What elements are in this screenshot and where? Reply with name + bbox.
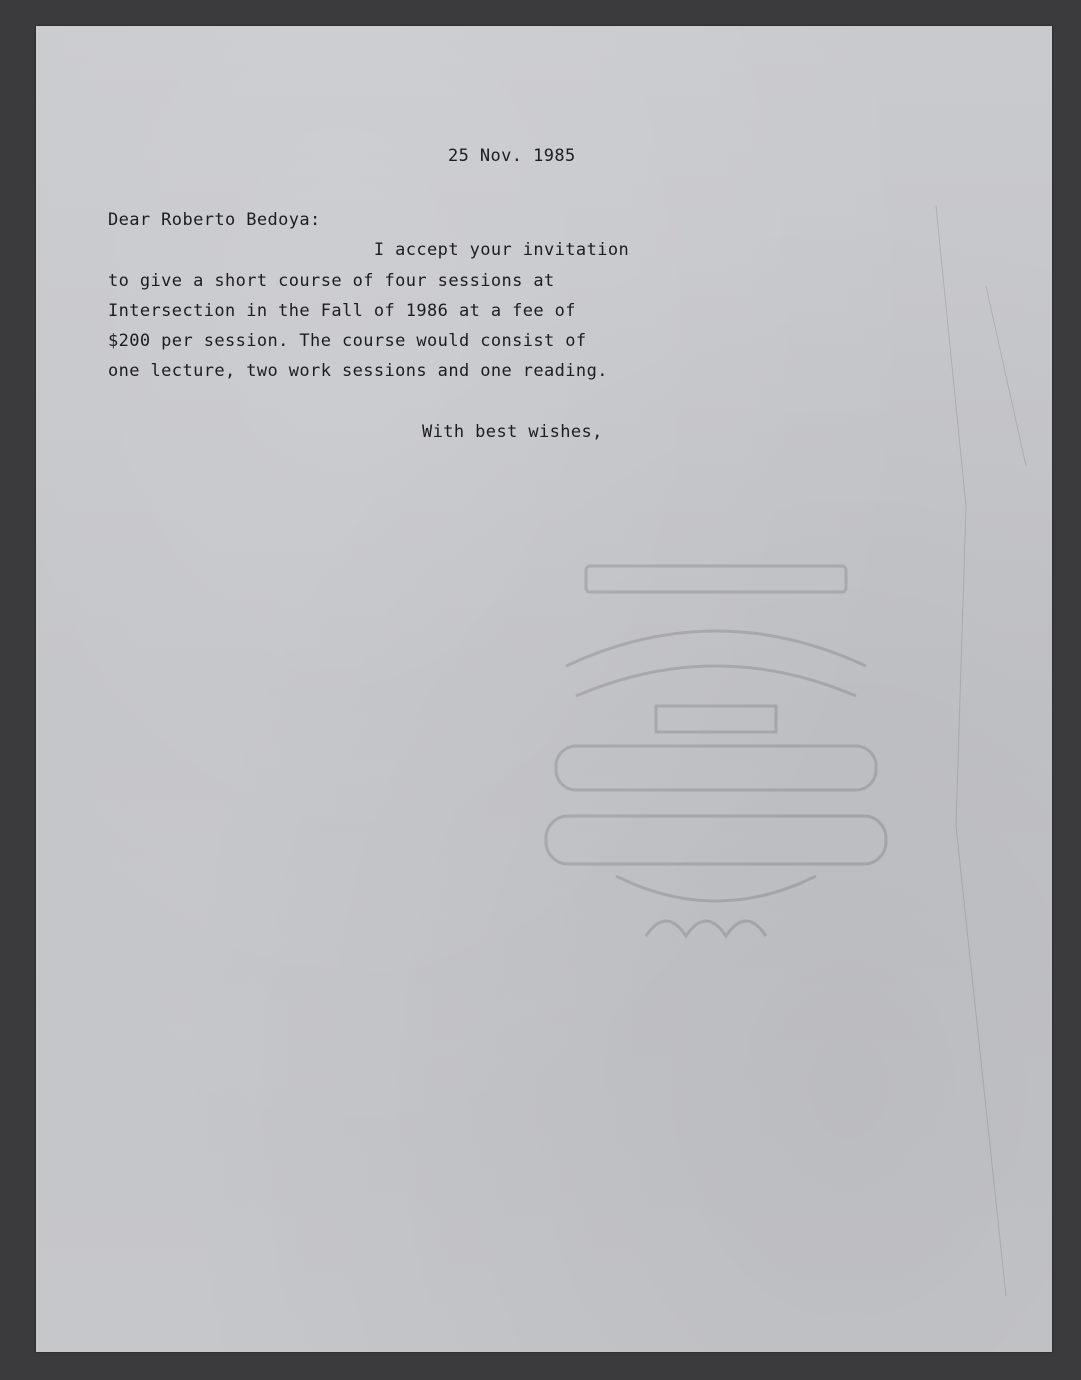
letter-date: 25 Nov. 1985 <box>448 146 576 166</box>
body-line-2: to give a short course of four sessions at <box>108 271 555 291</box>
body-line-1: I accept your invitation <box>108 240 630 260</box>
paper-crease <box>896 206 1036 1306</box>
letter-salutation: Dear Roberto Bedoya: <box>108 210 321 230</box>
body-line-3: Intersection in the Fall of 1986 at a fee of <box>108 301 576 321</box>
body-line-4: $200 per session. The course would consist of <box>108 331 587 351</box>
body-line-5: one lecture, two work sessions and one reading. <box>108 361 608 381</box>
letter-closing: With best wishes, <box>422 422 603 442</box>
paper-watermark-image <box>526 546 906 966</box>
letter-page <box>36 26 1052 1352</box>
